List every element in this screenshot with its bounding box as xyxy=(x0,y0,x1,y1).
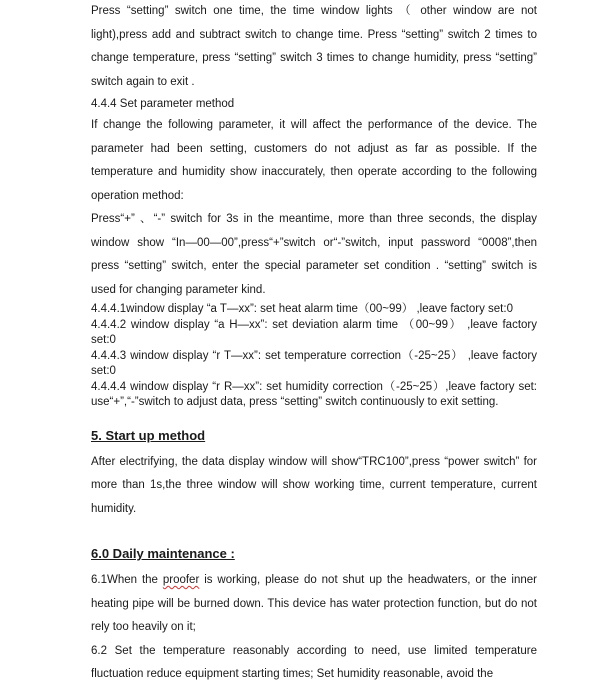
item-4-4-4-3: 4.4.4.3 window display “r T—xx”: set temperature correction（-25~25） ,leave factory set:0 xyxy=(91,349,537,377)
document-page xyxy=(91,0,537,687)
item-4-4-4-2: 4.4.4.2 window display “a H—xx”: set deviation alarm time （00~99） ,leave factory set:0 xyxy=(91,318,537,346)
start-up-paragraph: After electrifying, the data display window will show“TRC100”,press “power switch” for more than 1s,the three window will show working time, current temperature, current humidity. xyxy=(91,455,537,515)
item-4-4-4-1: 4.4.4.1window display “a T—xx”: set heat alarm time（00~99） ,leave factory set:0 xyxy=(91,303,513,315)
maintenance-6-1-text-end: is working, please do not shut up the headwaters, or the inner heating pipe will be burned down. This device has water protection function, but do not rely too heavily on it; xyxy=(91,574,537,633)
section-5-heading: 5. Start up method xyxy=(91,427,206,443)
section-6-heading: 6.0 Daily maintenance : xyxy=(91,546,235,561)
section-4-4-4-heading: 4.4.4 Set parameter method xyxy=(91,98,235,110)
maintenance-6-1-paragraph xyxy=(91,569,537,640)
spellcheck-underlined-word: proofer xyxy=(162,574,200,586)
maintenance-6-2-paragraph: 6.2 Set the temperature reasonably according to need, use limited temperature fluctuation reduce equipment starting times; Set humidity reasonable, avoid the xyxy=(91,644,537,680)
item-4-4-4-4: 4.4.4.4 window display “r R—xx”: set humidity correction（-25~25）,leave factory set: use“+”,“-”switch to adjust data, press “setting” switch continuously to exit setting. xyxy=(91,380,537,408)
maintenance-6-1-text-start: 6.1When the xyxy=(91,574,163,586)
parameter-warning-paragraph: If change the following parameter, it will affect the performance of the device. The parameter had been setting, customers do not adjust as far as possible. If the temperature and humidity show inaccurately, then operate according to the following operation method: xyxy=(91,119,537,202)
setting-instructions-paragraph: Press “setting” switch one time, the time window lights （ other window are not light),press add and subtract switch to change time. Press “setting” switch 2 times to change temperature, press “setting” switch 3 times to change humidity, press “setting” switch again to exit . xyxy=(91,5,537,88)
enter-parameter-mode-paragraph: Press“+” 、“-” switch for 3s in the meantime, more than three seconds, the display window show “In—00—00”,press“+”switch or“-”switch, input password “0008”,then press “setting” switch, enter the special parameter set condition . “setting” switch is used for changing parameter kind. xyxy=(91,213,537,296)
